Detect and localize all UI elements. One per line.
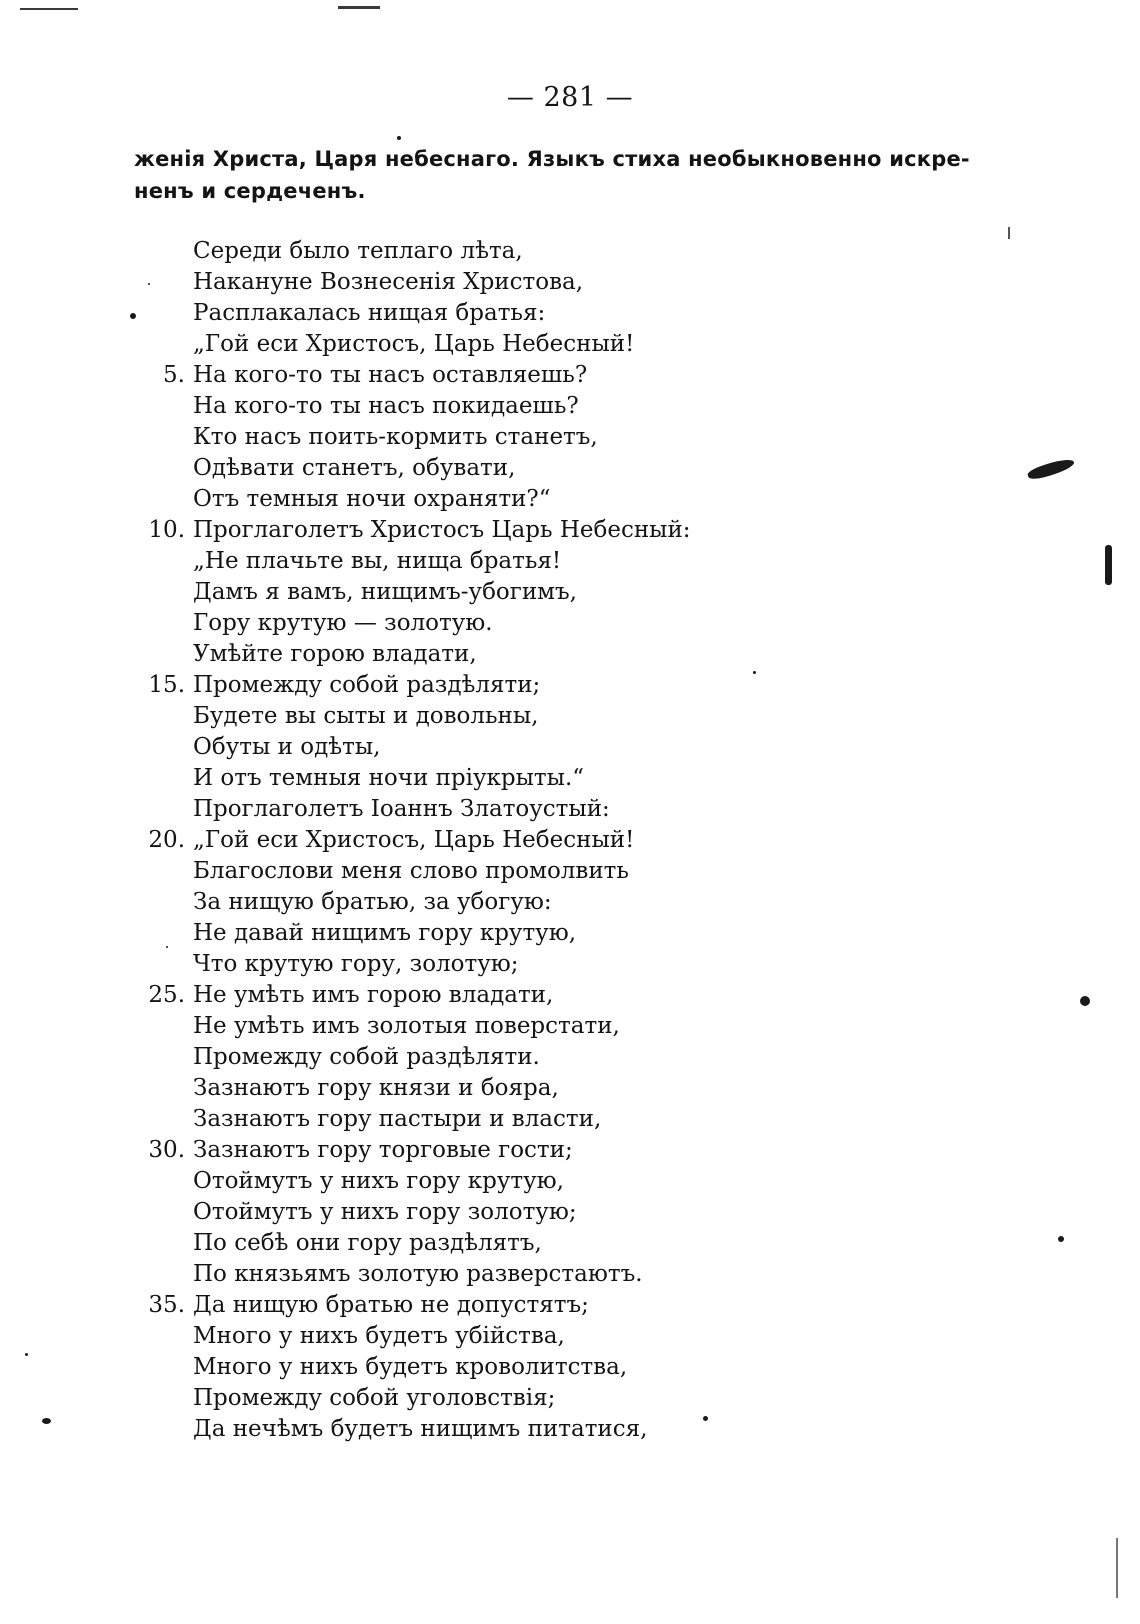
verse-line (0, 329, 1140, 360)
verse-line (0, 422, 1140, 453)
verse-line (0, 1383, 1140, 1414)
verse-line (0, 360, 1140, 391)
verse-line (0, 1135, 1140, 1166)
verse-text: Отъ темныя ночи охраняти?“ (193, 486, 551, 512)
verse-number: 20. (148, 827, 185, 853)
verse-text: Середи было теплаго лѣта, (193, 238, 523, 264)
scan-speck (166, 946, 168, 948)
verse-text: „Гой еси Христосъ, Царь Небесный! (193, 827, 635, 853)
scan-header-mark-center (338, 6, 380, 9)
verse-line (0, 608, 1140, 639)
verse-line (0, 546, 1140, 577)
scan-ink-blot (1105, 545, 1112, 585)
verse-line (0, 1104, 1140, 1135)
intro-paragraph (134, 143, 970, 207)
verse-text: Промежду собой уголовствія; (193, 1385, 556, 1411)
verse-line (0, 236, 1140, 267)
verse-text: Да нечѣмъ будетъ нищимъ питатися, (193, 1416, 648, 1442)
verse-line (0, 949, 1140, 980)
verse-line (0, 1290, 1140, 1321)
verse-text: Благослови меня слово промолвить (193, 858, 629, 884)
verse-line (0, 1228, 1140, 1259)
verse-text: Да нищую братью не допустятъ; (193, 1292, 589, 1318)
verse-text: Зазнаютъ гору торговые гости; (193, 1137, 573, 1163)
verse-text: Что крутую гору, золотую; (193, 951, 519, 977)
verse-text: Гору крутую — золотую. (193, 610, 493, 636)
verse-number: 10. (148, 517, 185, 543)
verse-number: 25. (148, 982, 185, 1008)
verse-text: Зазнаютъ гору пастыри и власти, (193, 1106, 602, 1132)
verse-text: Не умѣть имъ горою владати, (193, 982, 554, 1008)
verse-text: Не умѣть имъ золотыя поверстати, (193, 1013, 620, 1039)
verse-line (0, 1197, 1140, 1228)
verse-text: Не давай нищимъ гору крутую, (193, 920, 577, 946)
verse-line (0, 1259, 1140, 1290)
scan-speck (703, 1416, 708, 1421)
poem (0, 236, 1140, 1445)
scan-speck (148, 283, 150, 285)
verse-line (0, 391, 1140, 422)
verse-number: 35. (148, 1292, 185, 1318)
verse-line (0, 515, 1140, 546)
verse-text: Одѣвати станетъ, обувати, (193, 455, 516, 481)
verse-line (0, 887, 1140, 918)
verse-number: 30. (148, 1137, 185, 1163)
verse-line (0, 1042, 1140, 1073)
verse-line (0, 825, 1140, 856)
verse-number: 5. (163, 362, 185, 388)
verse-line (0, 980, 1140, 1011)
verse-text: Будете вы сыты и довольны, (193, 703, 539, 729)
verse-text: Умѣйте горою владати, (193, 641, 477, 667)
verse-text: Отоймутъ у нихъ гору крутую, (193, 1168, 564, 1194)
verse-line (0, 1352, 1140, 1383)
verse-text: Накануне Вознесенія Христова, (193, 269, 584, 295)
verse-text: По себѣ они гору раздѣлятъ, (193, 1230, 542, 1256)
scan-speck (397, 136, 401, 140)
verse-line (0, 453, 1140, 484)
verse-text: На кого-то ты насъ оставляешь? (193, 362, 588, 388)
scan-speck (1058, 1236, 1064, 1242)
verse-line (0, 1166, 1140, 1197)
verse-number: 15. (148, 672, 185, 698)
scan-header-mark-left (20, 8, 78, 10)
verse-text: На кого-то ты насъ покидаешь? (193, 393, 579, 419)
verse-line (0, 484, 1140, 515)
verse-line (0, 577, 1140, 608)
intro-line: женія Христа, Царя небеснаго. Языкъ стиха необыкновенно искре- (134, 147, 970, 171)
verse-text: Проглаголетъ Іоаннъ Златоустый: (193, 796, 610, 822)
verse-text: „Не плачьте вы, нища братья! (193, 548, 562, 574)
verse-line (0, 1011, 1140, 1042)
page-number: — 281 — (506, 82, 634, 113)
scan-speck (130, 313, 136, 319)
verse-line (0, 1414, 1140, 1445)
verse-text: Расплакалась нищая братья: (193, 300, 546, 326)
verse-text: Промежду собой раздѣляти. (193, 1044, 540, 1070)
verse-text: Кто насъ поить-кормить станетъ, (193, 424, 598, 450)
scan-speck (25, 1353, 28, 1356)
verse-text: За нищую братью, за убогую: (193, 889, 552, 915)
scan-speck (42, 1418, 51, 1424)
scan-speck (1080, 996, 1090, 1006)
verse-text: Много у нихъ будетъ кроволитства, (193, 1354, 628, 1380)
verse-text: Зазнаютъ гору князи и бояра, (193, 1075, 559, 1101)
verse-text: Проглаголетъ Христосъ Царь Небесный: (193, 517, 691, 543)
verse-line (0, 639, 1140, 670)
verse-line (0, 267, 1140, 298)
verse-line (0, 701, 1140, 732)
verse-line (0, 1073, 1140, 1104)
verse-line (0, 732, 1140, 763)
intro-line: ненъ и сердеченъ. (134, 179, 366, 203)
verse-text: Обуты и одѣты, (193, 734, 381, 760)
verse-text: Промежду собой раздѣляти; (193, 672, 541, 698)
verse-line (0, 856, 1140, 887)
scan-speck (753, 671, 756, 674)
verse-line (0, 670, 1140, 701)
verse-line (0, 794, 1140, 825)
verse-text: Дамъ я вамъ, нищимъ-убогимъ, (193, 579, 577, 605)
scan-edge-mark (1116, 1538, 1118, 1598)
verse-text: И отъ темныя ночи пріукрыты.“ (193, 765, 585, 791)
verse-text: Отоймутъ у нихъ гору золотую; (193, 1199, 577, 1225)
scan-edge-mark (1008, 227, 1010, 239)
verse-line (0, 763, 1140, 794)
verse-text: Много у нихъ будетъ убійства, (193, 1323, 565, 1349)
verse-text: „Гой еси Христосъ, Царь Небесный! (193, 331, 635, 357)
verse-text: По князьямъ золотую разверстаютъ. (193, 1261, 643, 1287)
verse-line (0, 298, 1140, 329)
verse-line (0, 1321, 1140, 1352)
verse-line (0, 918, 1140, 949)
